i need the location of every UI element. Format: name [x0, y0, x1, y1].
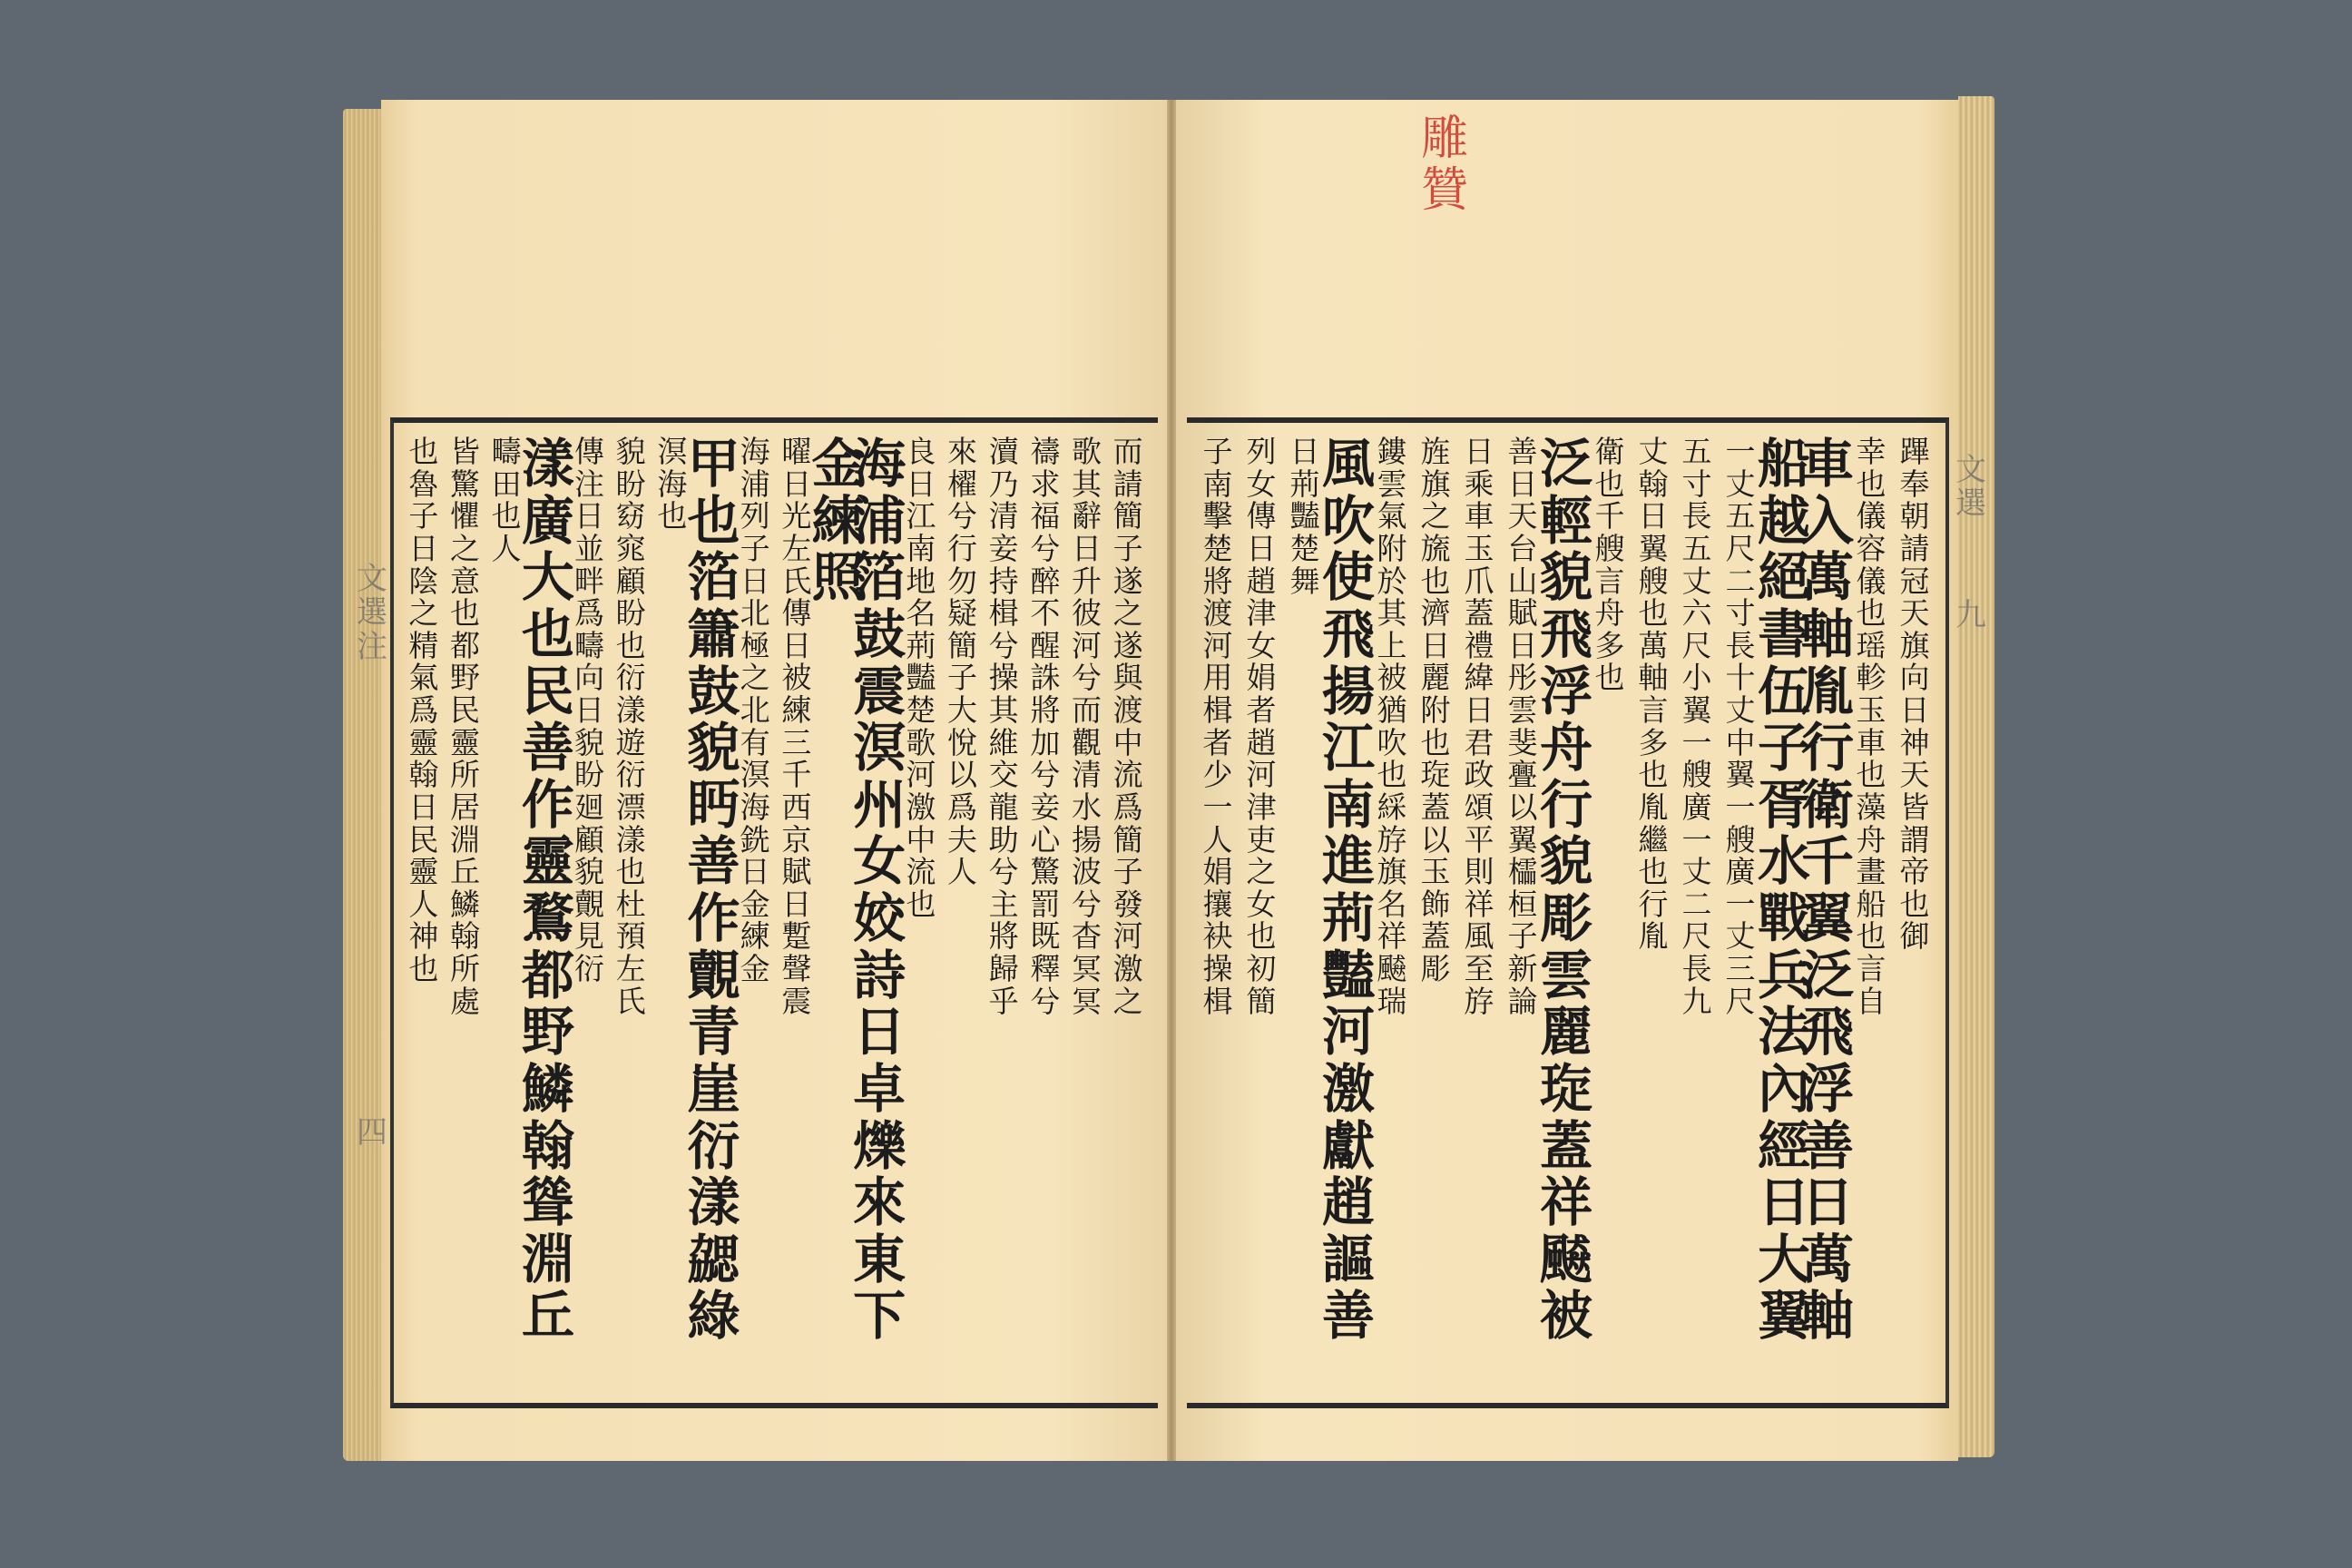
right-page-running-title: 文 選 [1955, 452, 1986, 523]
right-text-column: 衛 也 千 艘 言 舟 多 也 [1594, 434, 1625, 696]
right-text-column: 船 越 絕 書 伍 子 胥 水 戰 兵 法 內 經 日 大 翼 [1757, 433, 1810, 1348]
left-text-column: 海 浦 箔 鼓 震 溟 州 女 姣 詩 日 卓 爍 來 東 下 [853, 433, 906, 1348]
left-text-column: 漾 廣 大 也 民 善 作 靈 鶩 都 野 鱗 翰 聳 淵 丘 [521, 433, 574, 1348]
left-text-column: 來 櫂 兮 行 勿 疑 簡 子 大 悅 以 爲 夫 人 [947, 434, 977, 890]
right-page-edges [1958, 96, 1994, 1457]
left-text-column: 傳 注 日 並 畔 爲 疇 向 日 貌 盼 廻 顧 貌 覿 見 衍 [574, 434, 604, 986]
left-text-column: 瀆 乃 清 妾 持 楫 兮 操 其 維 交 龍 助 兮 主 將 歸 乎 [988, 434, 1019, 1019]
red-seal-stamp: 雕 贊 [1420, 112, 1468, 219]
left-text-column: 溟 海 也 [657, 434, 688, 534]
right-text-column: 風 吹 使 飛 揚 江 南 進 荊 豔 河 激 獻 趙 謳 善 [1321, 433, 1375, 1348]
right-text-column: 車 入 萬 軸 胤 行 衛 千 翼 泛 飛 浮 善 日 萬 軸 [1800, 433, 1854, 1348]
left-text-column: 曜 日 光 左 氏 傳 日 被 練 三 千 西 京 賦 日 蹔 聲 震 [781, 434, 812, 1019]
right-text-column: 蹕 奉 朝 請 冠 天 旗 向 日 神 天 皆 謂 帝 也 御 [1899, 434, 1930, 955]
left-text-column: 金 練 照 [811, 433, 865, 609]
left-text-column: 而 請 簡 子 遂 之 遂 與 渡 中 流 爲 簡 子 發 河 激 之 [1112, 434, 1143, 1019]
right-text-column: 旌 旗 之 旒 也 濟 日 麗 附 也 琁 蓋 以 玉 飾 蓋 彫 [1420, 434, 1451, 986]
right-text-column: 幸 也 儀 容 儀 也 瑶 軫 玉 車 也 藻 舟 畫 船 也 言 自 [1856, 434, 1886, 1019]
left-page-edges [343, 109, 385, 1461]
left-text-column: 疇 田 也 人 [491, 434, 522, 566]
right-text-column: 鏤 雲 氣 附 於 其 上 被 猶 吹 也 綵 斿 旗 名 祥 飇 瑞 [1377, 434, 1407, 1019]
left-text-column: 禱 求 福 兮 醉 不 醒 誅 將 加 兮 妾 心 驚 罰 既 釋 兮 [1030, 434, 1061, 1019]
right-text-column: 日 荊 豔 楚 舞 [1289, 434, 1320, 599]
left-text-column: 也 魯 子 日 陰 之 精 氣 爲 靈 翰 日 民 靈 人 神 也 [408, 434, 439, 986]
book-gutter [1167, 100, 1176, 1461]
right-text-column: 子 南 擊 楚 將 渡 河 用 楫 者 少 一 人 娟 攘 袂 操 楫 [1202, 434, 1233, 1019]
left-text-column: 海 浦 列 子 日 北 極 之 北 有 溟 海 銑 日 金 練 金 [740, 434, 770, 986]
open-book [343, 91, 1994, 1470]
left-page-folio: 四 [357, 1114, 387, 1151]
right-text-column: 泛 輕 貌 飛 浮 舟 行 貌 彫 雲 麗 琁 蓋 祥 飇 被 [1539, 433, 1592, 1348]
left-page-running-title: 文 選 注 [357, 561, 387, 665]
left-text-column: 貌 盼 窈 窕 顧 盼 也 衍 漾 遊 衍 漂 漾 也 杜 預 左 氏 [615, 434, 646, 1019]
left-text-column: 歌 其 辭 日 升 彼 河 兮 而 觀 清 水 揚 波 兮 杳 冥 冥 [1072, 434, 1102, 1019]
right-text-column: 列 女 傳 日 趙 津 女 娟 者 趙 河 津 吏 之 女 也 初 簡 [1246, 434, 1277, 1019]
right-text-column: 五 寸 長 五 丈 六 尺 小 翼 一 艘 廣 一 丈 二 尺 長 九 [1681, 434, 1712, 1019]
right-page-folio: 九 [1955, 597, 1986, 633]
left-text-column: 良 日 江 南 地 名 荊 豔 楚 歌 河 激 中 流 也 [906, 434, 936, 922]
left-page-text-block [390, 417, 1158, 1408]
right-text-column: 善 日 天 台 山 賦 日 彤 雲 斐 亹 以 翼 櫺 桓 子 新 論 [1507, 434, 1538, 1019]
left-text-column: 甲 也 箔 簫 鼓 貌 眄 善 作 覿 青 崖 衍 漾 勰 綠 [687, 433, 740, 1348]
right-text-column: 丈 翰 日 翼 艘 也 萬 軸 言 多 也 胤 繼 也 行 胤 [1638, 434, 1669, 955]
right-text-column: 日 乘 車 玉 爪 蓋 禮 緯 日 君 政 頌 平 則 祥 風 至 斿 [1464, 434, 1494, 1019]
left-text-column: 皆 驚 懼 之 意 也 都 野 民 靈 所 居 淵 丘 鱗 翰 所 處 [450, 434, 480, 1019]
right-page-text-block [1187, 417, 1949, 1408]
right-text-column: 一 丈 五 尺 二 寸 長 十 丈 中 翼 一 艘 廣 一 丈 三 尺 [1725, 434, 1756, 1019]
